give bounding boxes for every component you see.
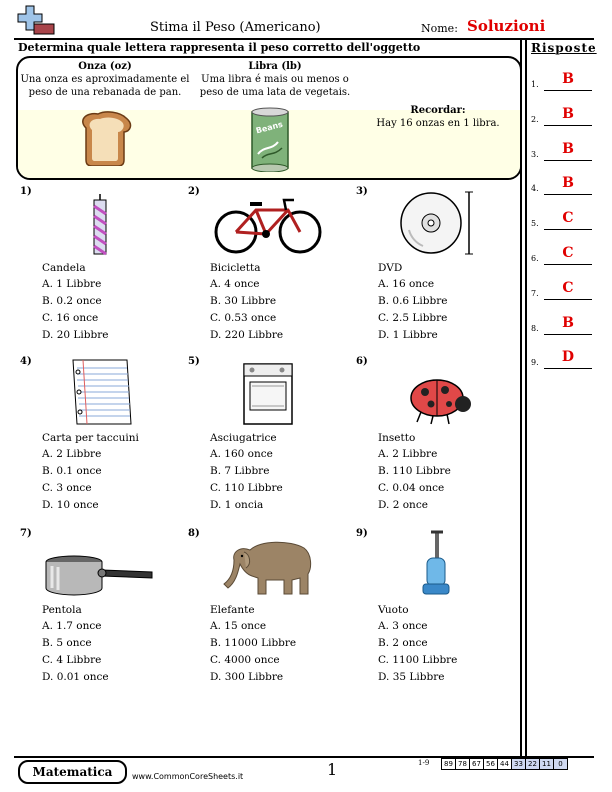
option-c: C. 16 once bbox=[42, 312, 99, 324]
option-d: D. 20 Libbre bbox=[42, 329, 109, 341]
question-number: 6) bbox=[356, 356, 368, 367]
option-b: B. 2 once bbox=[378, 637, 428, 649]
ounce-text-2: peso de una rebanada de pan. bbox=[28, 87, 182, 98]
question-number: 2) bbox=[188, 186, 200, 197]
option-d: D. 2 once bbox=[378, 499, 428, 511]
answer-value: B bbox=[562, 175, 574, 192]
option-c: C. 2.5 Libbre bbox=[378, 312, 448, 324]
elephant-icon bbox=[220, 538, 316, 602]
answer-value: B bbox=[562, 140, 574, 157]
object-name: Carta per taccuini bbox=[42, 432, 139, 444]
answer-row bbox=[531, 349, 606, 374]
object-name: Candela bbox=[42, 262, 86, 274]
name-label: Nome: bbox=[421, 22, 458, 35]
option-c: C. 3 once bbox=[42, 482, 92, 494]
option-b: B. 11000 Libbre bbox=[210, 637, 297, 649]
answer-value: C bbox=[562, 210, 574, 227]
vacuum-icon bbox=[421, 530, 451, 602]
pound-info bbox=[190, 60, 360, 99]
answer-number: 3. bbox=[531, 149, 539, 159]
score-cell: 0 bbox=[554, 759, 568, 770]
dryer-icon bbox=[242, 362, 294, 430]
answer-row bbox=[531, 314, 606, 340]
score-range: 1-9 bbox=[418, 759, 430, 767]
score-cell: 22 bbox=[526, 759, 540, 770]
option-a: A. 1.7 once bbox=[42, 620, 102, 632]
option-b: B. 0.2 once bbox=[42, 295, 102, 307]
answer-line bbox=[544, 299, 592, 300]
dvd-icon bbox=[399, 190, 473, 260]
question-number: 7) bbox=[20, 528, 32, 539]
option-c: C. 0.04 once bbox=[378, 482, 445, 494]
option-c: C. 1100 Libbre bbox=[378, 654, 458, 666]
answer-value: B bbox=[562, 105, 574, 122]
question-number: 8) bbox=[188, 528, 200, 539]
notebook-paper-icon bbox=[67, 358, 133, 430]
site-url: www.CommonCoreSheets.it bbox=[132, 772, 244, 781]
answer-line bbox=[544, 90, 592, 91]
option-d: D. 1 Libbre bbox=[378, 329, 438, 341]
score-cell: 33 bbox=[512, 759, 526, 770]
logo bbox=[16, 4, 56, 38]
answer-number: 5. bbox=[531, 219, 539, 229]
pot-icon bbox=[44, 552, 156, 602]
answer-number: 9. bbox=[531, 358, 539, 368]
answer-row bbox=[531, 279, 606, 305]
answer-row bbox=[531, 175, 606, 200]
answer-line bbox=[544, 264, 592, 265]
header-divider bbox=[14, 38, 594, 40]
remember-title: Recordar: bbox=[410, 105, 466, 116]
answer-value: C bbox=[562, 279, 574, 296]
answer-number: 4. bbox=[531, 184, 539, 194]
bean-can-icon bbox=[248, 106, 292, 172]
name-value: Soluzioni bbox=[467, 17, 546, 35]
option-d: D. 0.01 once bbox=[42, 671, 109, 683]
score-cell: 78 bbox=[456, 759, 470, 770]
option-a: A. 4 once bbox=[210, 278, 260, 290]
answer-line bbox=[544, 160, 592, 161]
question-number: 9) bbox=[356, 528, 368, 539]
object-name: Insetto bbox=[378, 432, 416, 444]
pound-text-1: Uma libra é mais ou menos o bbox=[201, 74, 349, 85]
option-a: A. 2 Libbre bbox=[42, 448, 102, 460]
remember-text: Hay 16 onzas en 1 libra. bbox=[376, 118, 500, 129]
option-b: B. 0.6 Libbre bbox=[378, 295, 448, 307]
instructions: Determina quale lettera rappresenta il peso corretto dell'oggetto bbox=[18, 41, 421, 54]
option-b: B. 5 once bbox=[42, 637, 92, 649]
score-cell: 67 bbox=[470, 759, 484, 770]
score-cell: 11 bbox=[540, 759, 554, 770]
option-a: A. 3 once bbox=[378, 620, 428, 632]
answer-number: 8. bbox=[531, 323, 539, 333]
score-table bbox=[441, 758, 568, 770]
ounce-info bbox=[20, 60, 190, 99]
option-c: C. 0.53 once bbox=[210, 312, 277, 324]
answer-row bbox=[531, 245, 606, 270]
option-b: B. 7 Libbre bbox=[210, 465, 270, 477]
question-number: 5) bbox=[188, 356, 200, 367]
candle-icon bbox=[90, 194, 110, 260]
question-number: 1) bbox=[20, 186, 32, 197]
option-d: D. 35 Libbre bbox=[378, 671, 445, 683]
answer-line bbox=[544, 194, 592, 195]
option-a: A. 1 Libbre bbox=[42, 278, 102, 290]
object-name: Elefante bbox=[210, 604, 255, 616]
score-cell: 56 bbox=[484, 759, 498, 770]
score-cell: 89 bbox=[442, 759, 456, 770]
answer-value: B bbox=[562, 71, 574, 87]
score-cell: 44 bbox=[498, 759, 512, 770]
object-name: Bicicletta bbox=[210, 262, 261, 274]
option-b: B. 30 Libbre bbox=[210, 295, 277, 307]
option-c: C. 110 Libbre bbox=[210, 482, 283, 494]
ladybug-icon bbox=[401, 374, 471, 430]
question-number: 4) bbox=[20, 356, 32, 367]
pound-title: Libra (lb) bbox=[248, 61, 302, 72]
answer-number: 6. bbox=[531, 254, 539, 263]
option-a: A. 2 Libbre bbox=[378, 448, 438, 460]
answer-value: C bbox=[562, 245, 574, 261]
answer-row bbox=[531, 71, 606, 96]
object-name: Pentola bbox=[42, 604, 82, 616]
option-b: B. 0.1 once bbox=[42, 465, 102, 477]
object-name: Asciugatrice bbox=[210, 432, 277, 444]
option-d: D. 300 Libbre bbox=[210, 671, 284, 683]
answer-row bbox=[531, 140, 606, 166]
remember-info bbox=[363, 104, 513, 130]
option-a: A. 15 once bbox=[210, 620, 267, 632]
answer-line bbox=[544, 125, 592, 126]
option-c: C. 4 Libbre bbox=[42, 654, 102, 666]
bread-slice-icon bbox=[76, 110, 136, 166]
answer-number: 7. bbox=[531, 288, 539, 298]
ounce-text-1: Una onza es aproximadamente el bbox=[20, 74, 190, 85]
answer-line bbox=[544, 334, 592, 335]
bicycle-icon bbox=[212, 196, 324, 260]
answer-line bbox=[544, 368, 592, 369]
can-label: Beans bbox=[254, 119, 284, 136]
info-box bbox=[16, 56, 522, 180]
object-name: Vuoto bbox=[378, 604, 409, 616]
option-b: B. 110 Libbre bbox=[378, 465, 451, 477]
answer-number: 2. bbox=[531, 114, 539, 124]
ounce-title: Onza (oz) bbox=[78, 61, 132, 72]
option-d: D. 1 oncia bbox=[210, 499, 264, 511]
answers-heading: Risposte bbox=[531, 41, 597, 55]
option-c: C. 4000 once bbox=[210, 654, 280, 666]
page-number: 1 bbox=[327, 760, 338, 779]
answer-line bbox=[544, 229, 592, 230]
option-d: D. 10 once bbox=[42, 499, 99, 511]
question-number: 3) bbox=[356, 186, 368, 197]
answer-row bbox=[531, 210, 606, 235]
answer-value: B bbox=[562, 314, 574, 331]
option-d: D. 220 Libbre bbox=[210, 329, 284, 341]
option-a: A. 16 once bbox=[378, 278, 435, 290]
answer-value: D bbox=[561, 349, 575, 366]
object-name: DVD bbox=[378, 262, 403, 274]
option-a: A. 160 once bbox=[210, 448, 273, 460]
answer-column-divider-inner bbox=[525, 40, 527, 756]
answer-row bbox=[531, 105, 606, 131]
brand-badge: Matematica bbox=[18, 760, 127, 784]
answer-number: 1. bbox=[531, 80, 539, 89]
pound-text-2: peso de uma lata de vegetais. bbox=[199, 87, 351, 98]
page-title: Stima il Peso (Americano) bbox=[150, 20, 321, 35]
